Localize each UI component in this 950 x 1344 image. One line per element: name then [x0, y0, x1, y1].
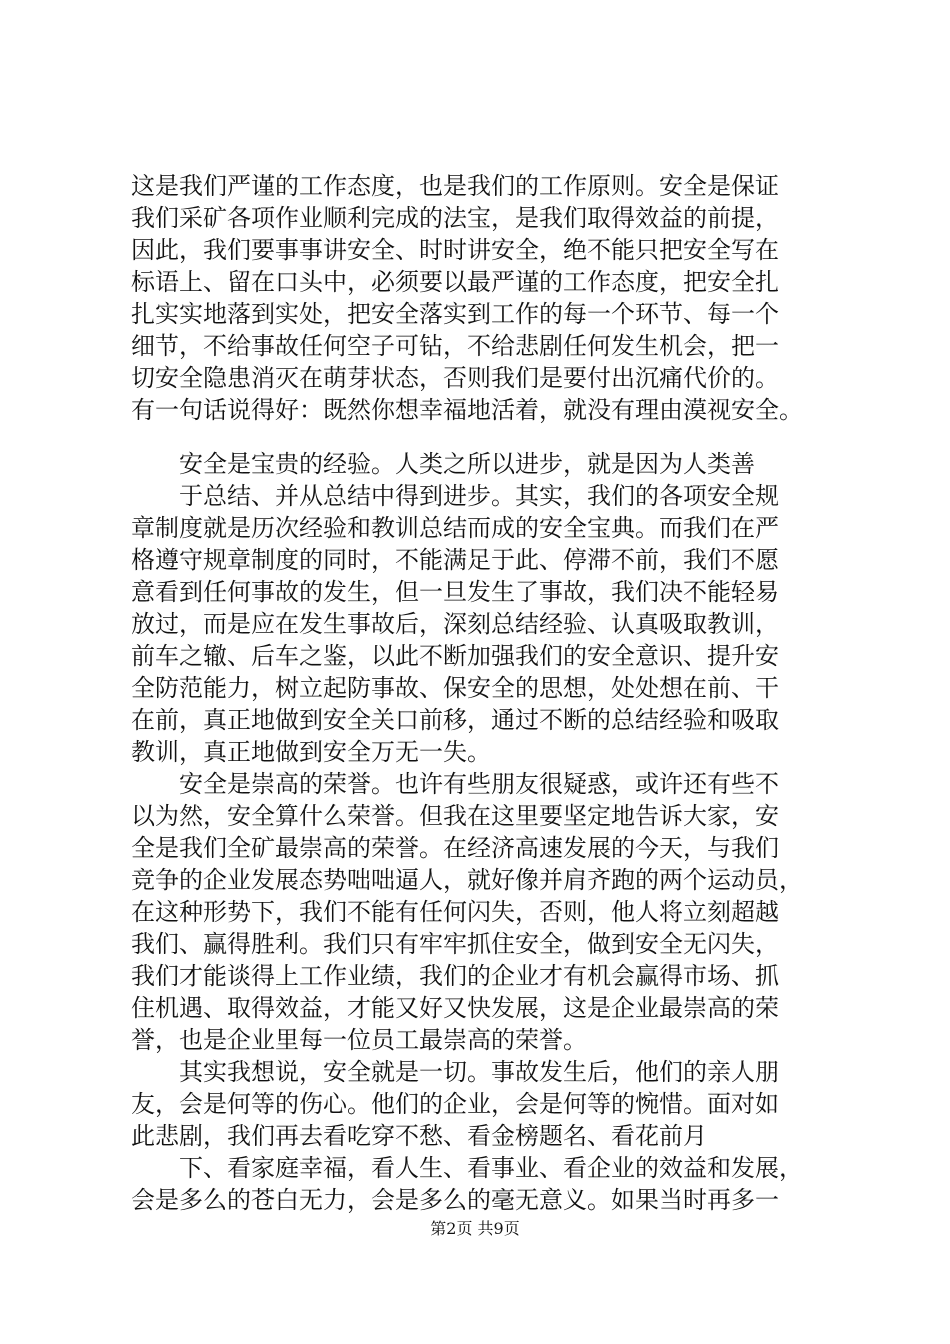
text-line: 我们、赢得胜利。我们只有牢牢抓住安全，做到安全无闪失， [131, 930, 779, 958]
text-line: 安全是宝贵的经验。人类之所以进步，就是因为人类善 [179, 450, 755, 478]
paragraph-2 [131, 448, 831, 1216]
text-line: 标语上、留在口头中，必须要以最严谨的工作态度，把安全扎 [131, 268, 779, 296]
text-line: 扎实实地落到实处，把安全落实到工作的每一个环节、每一个 [131, 300, 779, 328]
text-line: 竞争的企业发展态势咄咄逼人，就好像并肩齐跑的两个运动员， [131, 866, 803, 894]
text-line: 章制度就是历次经验和教训总结而成的安全宝典。而我们在严 [131, 514, 779, 542]
text-line: 全是我们全矿最崇高的荣誉。在经济高速发展的今天，与我们 [131, 834, 779, 862]
text-line: 此悲剧，我们再去看吃穿不愁、看金榜题名、看花前月 [131, 1122, 707, 1150]
text-line: 这是我们严谨的工作态度，也是我们的工作原则。安全是保证 [131, 172, 779, 200]
text-line: 放过，而是应在发生事故后，深刻总结经验、认真吸取教训， [131, 610, 779, 638]
text-line: 前车之辙、后车之鉴，以此不断加强我们的安全意识、提升安 [131, 642, 779, 670]
text-line: 切安全隐患消灭在萌芽状态，否则我们是要付出沉痛代价的。 [131, 364, 779, 392]
text-line: 其实我想说，安全就是一切。事故发生后，他们的亲人朋 [179, 1058, 779, 1086]
text-line: 因此，我们要事事讲安全、时时讲安全，绝不能只把安全写在 [131, 236, 779, 264]
text-line: 友，会是何等的伤心。他们的企业，会是何等的惋惜。面对如 [131, 1090, 779, 1118]
page-footer: 第2页 共9页 [430, 1219, 520, 1238]
text-line: 全防范能力，树立起防事故、保安全的思想，处处想在前、干 [131, 674, 779, 702]
text-line: 教训，真正地做到安全万无一失。 [131, 738, 491, 766]
text-line: 我们才能谈得上工作业绩，我们的企业才有机会赢得市场、抓 [131, 962, 779, 990]
text-line: 以为然，安全算什么荣誉。但我在这里要坚定地告诉大家，安 [131, 802, 779, 830]
text-line: 住机遇、取得效益，才能又好又快发展，这是企业最崇高的荣 [131, 994, 779, 1022]
text-line: 于总结、并从总结中得到进步。其实，我们的各项安全规 [179, 482, 779, 510]
text-line: 有一句话说得好：既然你想幸福地活着，就没有理由漠视安全。 [131, 396, 803, 424]
text-line: 意看到任何事故的发生，但一旦发生了事故，我们决不能轻易 [131, 578, 779, 606]
text-line: 下、看家庭幸福，看人生、看事业、看企业的效益和发展， [179, 1154, 803, 1182]
text-line: 誉，也是企业里每一位员工最崇高的荣誉。 [131, 1026, 587, 1054]
text-line: 在前，真正地做到安全关口前移，通过不断的总结经验和吸取 [131, 706, 779, 734]
text-line: 在这种形势下，我们不能有任何闪失，否则，他人将立刻超越 [131, 898, 779, 926]
text-line: 我们采矿各项作业顺利完成的法宝，是我们取得效益的前提， [131, 204, 779, 232]
text-line: 格遵守规章制度的同时，不能满足于此、停滞不前，我们不愿 [131, 546, 779, 574]
text-line: 会是多么的苍白无力，会是多么的毫无意义。如果当时再多一 [131, 1186, 779, 1214]
text-line: 安全是崇高的荣誉。也许有些朋友很疑惑，或许还有些不 [179, 770, 779, 798]
paragraph-1 [131, 170, 831, 426]
text-line: 细节，不给事故任何空子可钻，不给悲剧任何发生机会，把一 [131, 332, 779, 360]
